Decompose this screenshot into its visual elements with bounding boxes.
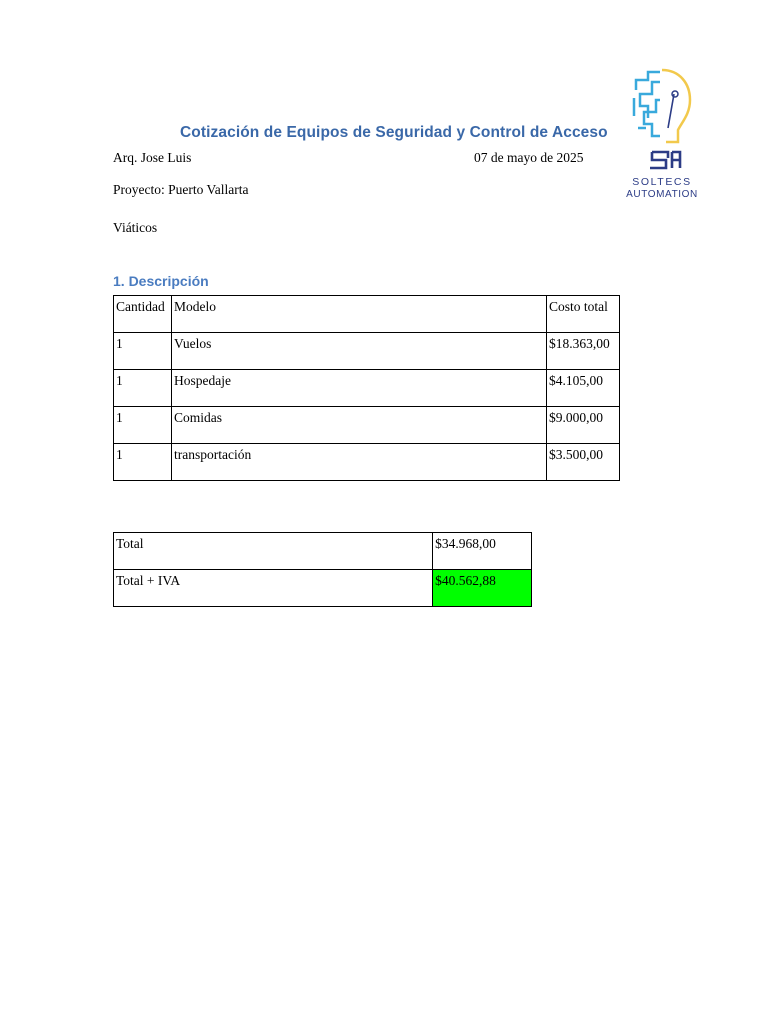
quote-subject: Viáticos <box>113 220 158 235</box>
cell-model: transportación <box>171 444 546 481</box>
cell-model: Vuelos <box>171 333 546 370</box>
cell-quantity: 1 <box>114 444 172 481</box>
cell-cost: $3.500,00 <box>547 444 620 481</box>
table-header-row <box>114 296 620 333</box>
cell-model: Comidas <box>171 407 546 444</box>
project-name: Proyecto: Puerto Vallarta <box>113 182 249 197</box>
section-heading-description: 1. Descripción <box>113 273 209 289</box>
total-iva-value: $40.562,88 <box>433 570 532 607</box>
cell-cost: $4.105,00 <box>547 370 620 407</box>
description-table <box>113 295 620 481</box>
total-value: $34.968,00 <box>433 533 532 570</box>
header-modelo: Modelo <box>171 296 546 333</box>
totals-row <box>114 533 532 570</box>
document-title: Cotización de Equipos de Seguridad y Control de Acceso <box>180 124 608 141</box>
totals-table <box>113 532 532 607</box>
logo-wordmark-soltecs: SOLTECS <box>632 176 692 188</box>
table-row <box>114 333 620 370</box>
cell-quantity: 1 <box>114 407 172 444</box>
table-row <box>114 407 620 444</box>
cell-cost: $18.363,00 <box>547 333 620 370</box>
logo-wordmark-automation: AUTOMATION <box>626 189 698 200</box>
client-name: Arq. Jose Luis <box>113 150 192 165</box>
header-cantidad: Cantidad <box>114 296 172 333</box>
header-costo-total: Costo total <box>547 296 620 333</box>
total-label: Total <box>114 533 433 570</box>
cell-model: Hospedaje <box>171 370 546 407</box>
table-row <box>114 370 620 407</box>
cell-quantity: 1 <box>114 333 172 370</box>
cell-quantity: 1 <box>114 370 172 407</box>
totals-row <box>114 570 532 607</box>
total-iva-label: Total + IVA <box>114 570 433 607</box>
document-date: 07 de mayo de 2025 <box>474 150 584 165</box>
table-row <box>114 444 620 481</box>
cell-cost: $9.000,00 <box>547 407 620 444</box>
